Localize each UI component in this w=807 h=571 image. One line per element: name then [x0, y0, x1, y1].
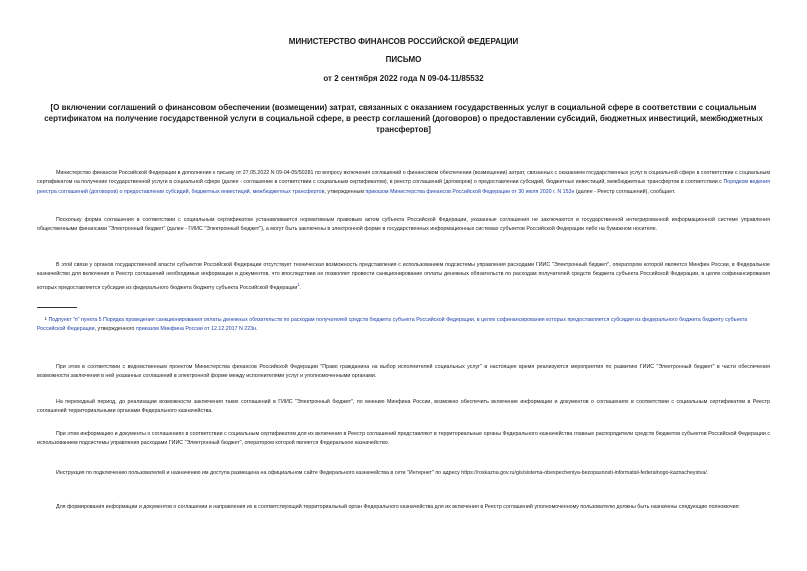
paragraph-2: [37, 216, 770, 235]
paragraph-6: [37, 430, 770, 449]
paragraph-3: [37, 261, 770, 293]
ministry-order-223n-link[interactable]: приказом Минфина России от 12.12.2017 N 223н: [135, 326, 257, 333]
paragraph-1-text-c: (далее - Реестр соглашений), сообщает.: [574, 188, 676, 195]
paragraph-8: [37, 503, 770, 512]
paragraph-7-text: Инструкция по подключению пользователей и назначению им доступа размещена на официальном сайте Федерального казначейства в сети "Интернет" по адресу https://roskazna.gov.ru/gis/sistema-obespecheniya-bezopasnosti-informatsii-federalnogo-kaznacheystva/.: [56, 470, 709, 476]
paragraph-5-text: На переходный период, до реализации возможности заключения таких соглашений в ГИИС "Электронный бюджет", по мнению Минфина России, возможно обеспечить включение информации и документов о соглашениях в соответствии с социальным сертификатом в Реестр соглашений территориальными органами Федерального казначейства.: [37, 399, 770, 415]
paragraph-2-text: Поскольку форма соглашения в соответствии с социальным сертификатом устанавливается нормативным правовым актом субъекта Российской Федерации, указанные соглашения не заключаются в государственной интегрированной информационной системе управления общественными финансами "Электронный бюджет" (далее - ГИИС "Электронный бюджет"), а могут быть заключены в электронной форме в государственных информационных системах субъектов Российской Федерации либо на бумажном носителе.: [37, 217, 770, 233]
paragraph-3-text: В этой связи у органов государственной власти субъектов Российской Федерации отсутствует техническая возможность представления с использованием подсистемы управления расходами ГИИС "Электронный бюджет", оператором которой является Минфин России, в Федеральное казначейство для включения в Реестр соглашений необходимых информации и документов, что впоследствии не позволяет провести санкционирование оплаты денежных обязательств по расходам получателей средств бюджета субъекта Российской Федерации, в целях софинансирования которых предоставляется субсидия из федерального бюджета бюджету субъекта Российской Федерации: [37, 262, 770, 291]
footnote-reference[interactable]: 1: [297, 281, 300, 287]
ministry-order-153n-link[interactable]: приказом Министерства финансов Российской Федерации от 30 июля 2020 г. N 153н: [365, 188, 575, 195]
paragraph-6-text: При этом информацию и документы о соглашениях в соответствии с социальным сертификатом для их включения в Реестр соглашений представляют в территориальные органы Федерального казначейства главные распорядители средств бюджетов субъектов Российской Федерации с использованием подсистемы управления расходами ГИИС "Электронный бюджет", оператором которой является Федеральное казначейство.: [37, 431, 770, 447]
paragraph-1: [37, 169, 770, 197]
paragraph-1-text-a: Министерство финансов Российской Федерации в дополнение к письму от 27.05.2022 N 09-04-05/50281 по вопросу включения соглашений о финансовом обеспечении (возмещении) затрат, связанных с оказанием государственных услуг в социальной сфере в соответствии с социальным сертификатом на получение государственной услуги в социальной сфере (далее - соглашение в соответствии с социальным сертификатом), в реестр соглашений (договоров) о предоставлении субсидий, бюджетных инвестиций, межбюджетных трансфертов в соответствии с: [37, 170, 770, 186]
paragraph-5: [37, 398, 770, 417]
footnote-text-b: , утвержденного: [94, 326, 136, 333]
footnote-mark: 1: [44, 316, 47, 321]
paragraph-4: [37, 363, 770, 382]
paragraph-3-end: .: [299, 284, 302, 291]
paragraph-1-text-b: , утвержденным: [324, 188, 366, 195]
order-registry-link[interactable]: Порядком ведения реестра соглашений (договоров) о предоставлении субсидий, бюджетных инвестиций, межбюджетных трансфертов: [37, 179, 770, 195]
footnote-text-c: .: [256, 326, 258, 333]
footnote: [37, 314, 770, 335]
ministry-heading: МИНИСТЕРСТВО ФИНАНСОВ РОССИЙСКОЙ ФЕДЕРАЦИИ: [288, 37, 519, 46]
paragraph-8-text: Для формирования информации и документов о соглашении и направления их в соответствующий территориальный орган Федерального казначейства для их включения в Реестр соглашений уполномоченному пользователю должны быть назначены следующие полномочия:: [56, 504, 740, 510]
footnote-subpoint-link[interactable]: Подпункт "п" пункта 5 Порядка проведения санкционирования оплаты денежных обязательств по расходам получателей средств бюджета субъекта Российской Федерации, в целях софинансирования которых предоставляется субсидия из федерального бюджета бюджету субъекта Российской Федерации: [37, 317, 748, 333]
paragraph-4-text: При этом в соответствии с ведомственным проектом Министерства финансов Российской Федерации "Право гражданина на выбор исполнителей социальных услуг" в настоящее время реализуются мероприятия по развитию ГИИС "Электронный бюджет" в части обеспечения возможности заключения в ней указанных соглашений в электронной форме между исполнителями услуг и уполномоченными органами.: [37, 364, 770, 380]
document-date-number: от 2 сентября 2022 года N 09-04-11/85532: [323, 74, 484, 83]
document-type: ПИСЬМО: [385, 55, 422, 64]
footnote-divider: [37, 307, 77, 308]
paragraph-7: [37, 469, 770, 478]
document-subject: [О включении соглашений о финансовом обеспечении (возмещении) затрат, связанных с оказанием государственных услуг в социальной сфере в соответствии с социальным сертификатом на получение государственной услуги в социальной сфере, в реестр соглашений (договоров) о предоставлении субсидий, бюджетных инвестиций, межбюджетных трансфертов]: [44, 103, 763, 134]
